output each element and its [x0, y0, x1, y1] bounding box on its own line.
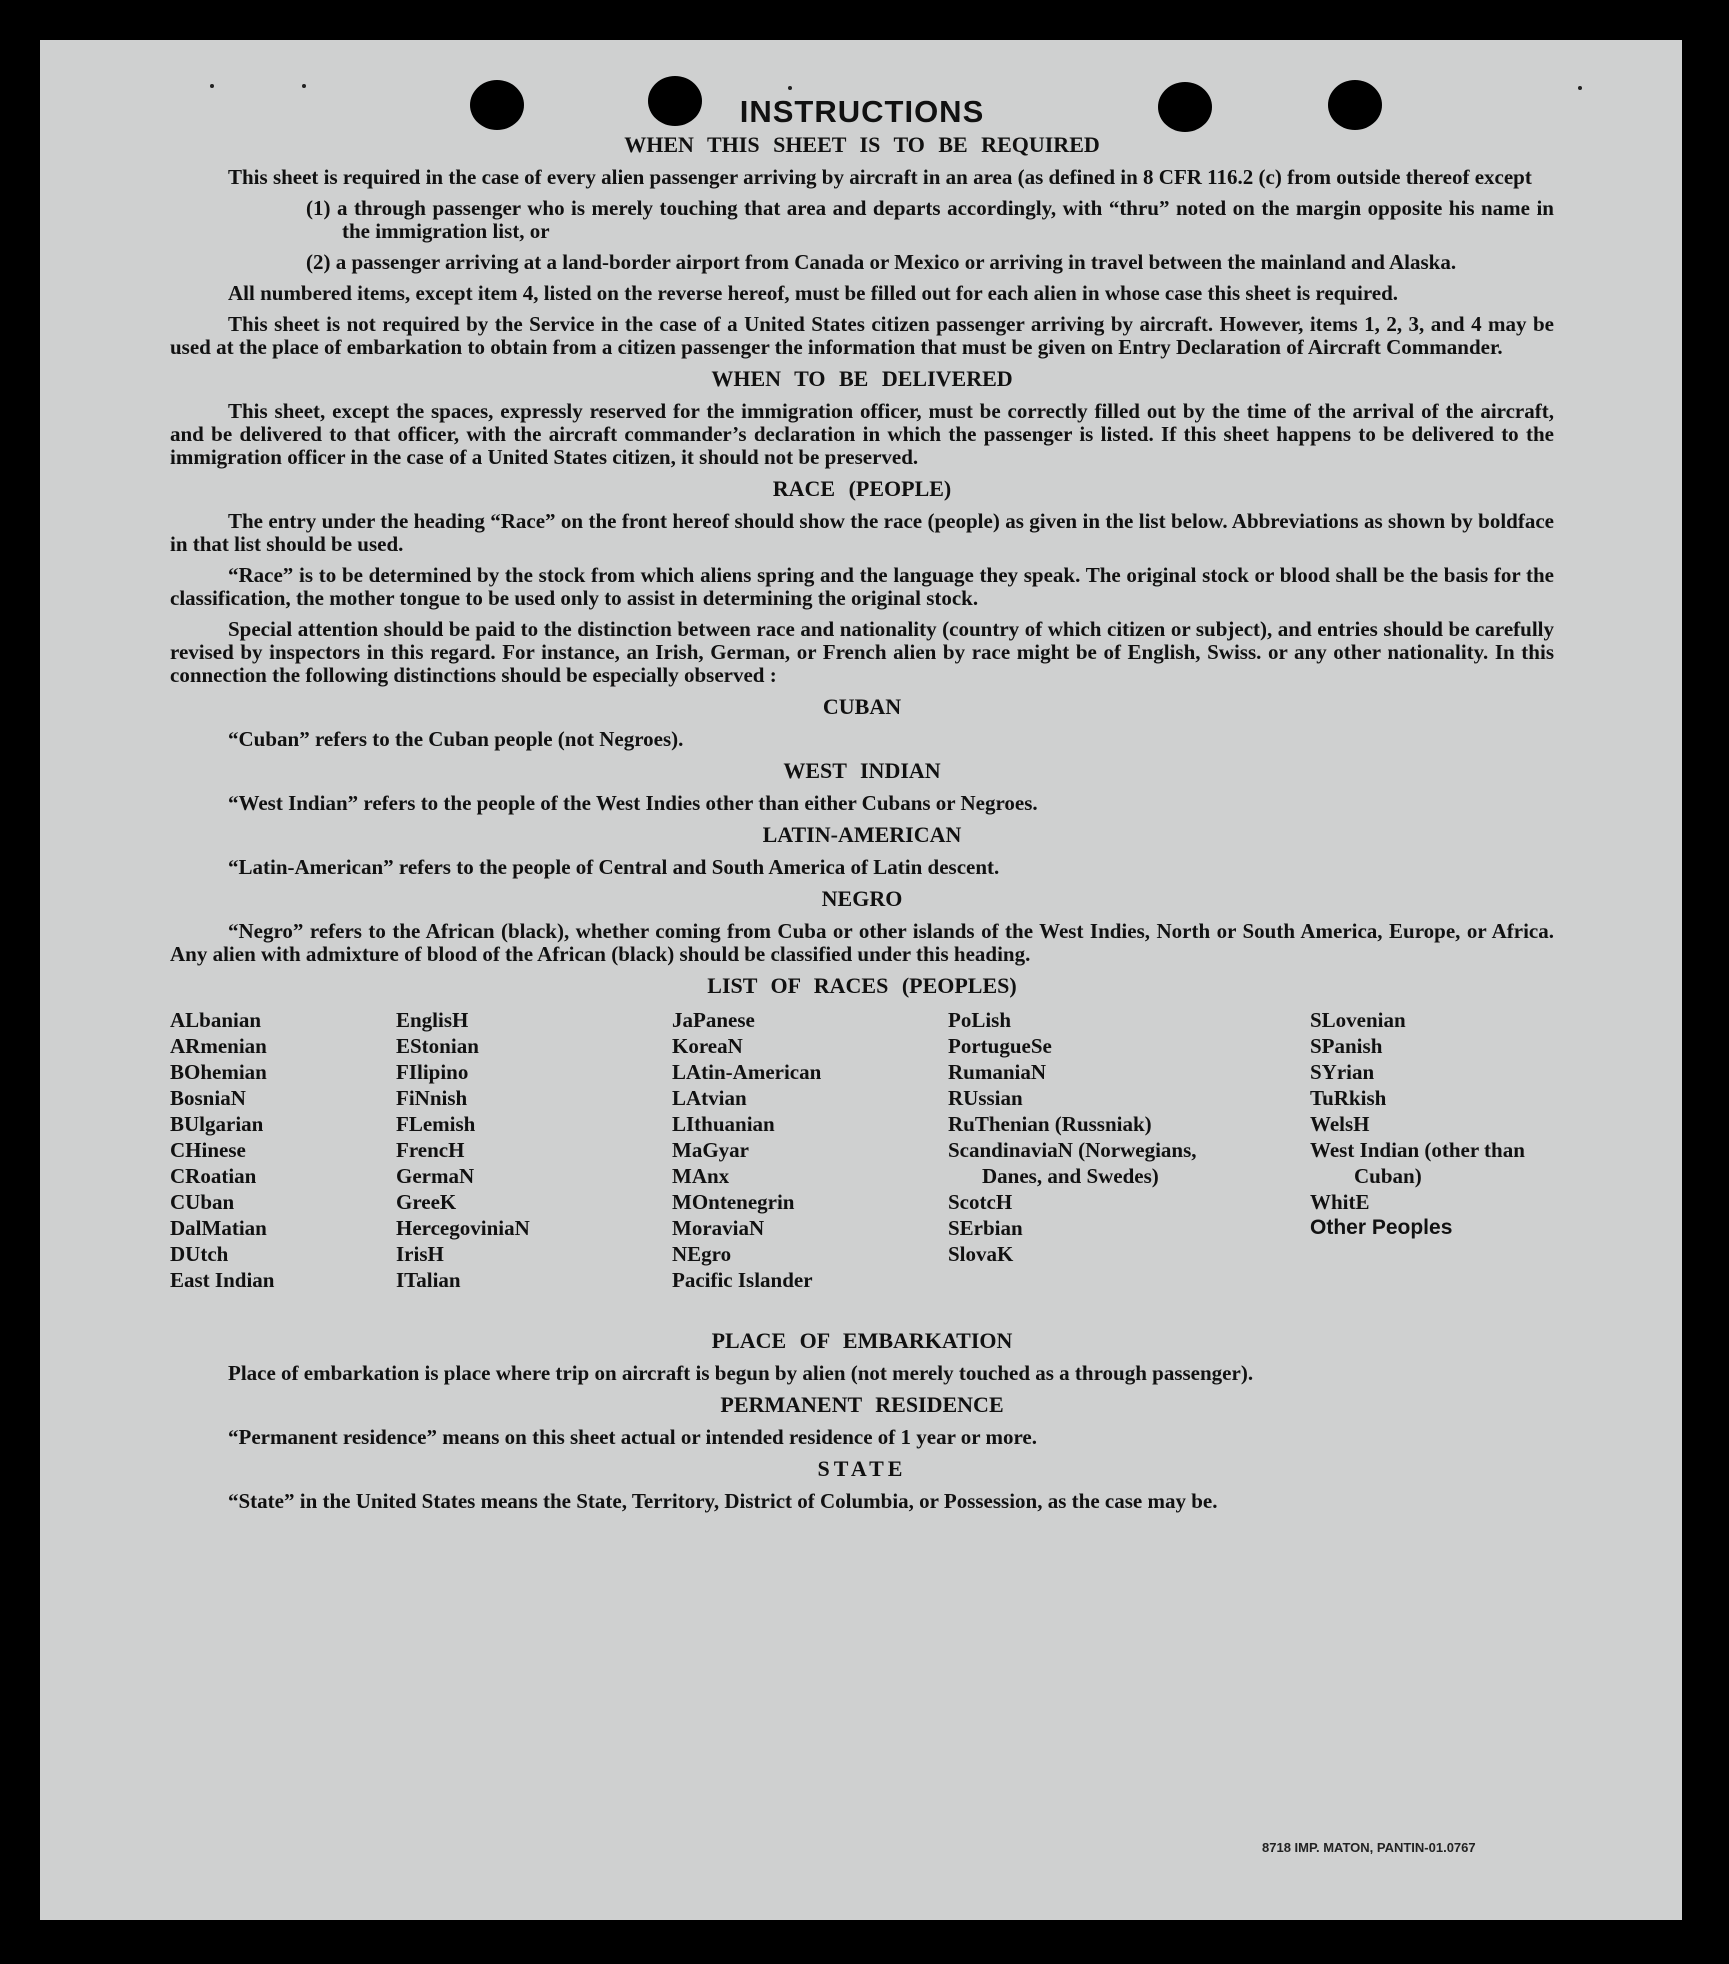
race-entry: RuThenian (Russniak)	[948, 1112, 1152, 1136]
race-entry: CUban	[170, 1190, 235, 1214]
heading-cuban: CUBAN	[822, 694, 902, 719]
heading-race: RACE (PEOPLE)	[772, 476, 952, 501]
race-entry: FIlipino	[396, 1060, 469, 1084]
race-entry: ScotcH	[948, 1190, 1013, 1214]
race-entry: Other Peoples	[1310, 1216, 1453, 1239]
paragraph: This sheet, except the spaces, expressly reserved for the immigration officer, must be correctly filled out by the time of the arrival of the aircraft, and be delivered to that officer, with the aircraft commander’s declaration in which the passenger is listed. If this sheet happens to be delivered to the immigration officer in the case of a United States citizen, it should not be preserved.	[170, 399, 1554, 469]
race-entry: ITalian	[396, 1268, 461, 1292]
paragraph: This sheet is not required by the Service in the case of a United States citizen passenger arriving by aircraft. However, items 1, 2, 3, and 4 may be used at the place of embarkation to obtain from a citizen passenger the information that must be given on Entry Declaration of Aircraft Commander.	[170, 312, 1554, 359]
race-entry: FiNnish	[396, 1086, 468, 1110]
race-entry: LAtvian	[672, 1086, 747, 1110]
race-entry: Pacific Islander	[672, 1268, 813, 1292]
paragraph: “West Indian” refers to the people of the West Indies other than either Cubans or Negroes.	[228, 791, 1038, 815]
race-entry: LIthuanian	[672, 1112, 775, 1136]
race-entry: PortugueSe	[948, 1034, 1052, 1058]
race-entry: FLemish	[396, 1112, 476, 1136]
paragraph: “Negro” refers to the African (black), whether coming from Cuba or other islands of the West Indies, North or South America, Europe, or Africa. Any alien with admixture of blood of the African (black) should be classified under this heading.	[170, 919, 1554, 966]
races-column-1	[170, 1007, 274, 1293]
race-entry: GermaN	[396, 1164, 475, 1188]
list-item: (2) a passenger arriving at a land-border airport from Canada or Mexico or arriving in travel between the mainland and Alaska.	[306, 250, 1457, 274]
race-entry: CHinese	[170, 1138, 246, 1162]
races-column-2	[396, 1007, 530, 1293]
race-entry: JaPanese	[672, 1008, 755, 1032]
races-list	[170, 1007, 1554, 1317]
race-entry: WhitE	[1310, 1190, 1370, 1214]
race-entry: MaGyar	[672, 1138, 749, 1162]
document-sheet	[40, 40, 1682, 1920]
race-entry: SErbian	[948, 1216, 1023, 1240]
race-entry: CRoatian	[170, 1164, 257, 1188]
heading-permanent-residence: PERMANENT RESIDENCE	[720, 1392, 1004, 1417]
paragraph: “State” in the United States means the State, Territory, District of Columbia, or Possession, as the case may be.	[228, 1489, 1218, 1513]
race-entry: GreeK	[396, 1190, 457, 1214]
paragraph: Special attention should be paid to the distinction between race and nationality (country of which citizen or subject), and entries should be carefully revised by inspectors in this regard. For instance, an Irish, German, or French alien by race might be of English, Swiss. or any other nationality. In this connection the following distinctions should be especially observed :	[170, 617, 1554, 687]
race-entry: SYrian	[1310, 1060, 1375, 1084]
race-entry: BosniaN	[170, 1086, 246, 1110]
paragraph: This sheet is required in the case of every alien passenger arriving by aircraft in an area (as defined in 8 CFR 116.2 (c) from outside thereof except	[228, 165, 1532, 189]
paragraph: “Cuban” refers to the Cuban people (not Negroes).	[228, 727, 684, 751]
paragraph: “Permanent residence” means on this sheet actual or intended residence of 1 year or more.	[228, 1425, 1037, 1449]
list-item: (1) a through passenger who is merely touching that area and departs accordingly, with “thru” noted on the margin opposite his name in the immigration list, or	[306, 196, 1554, 243]
race-entry: EnglisH	[396, 1008, 469, 1032]
race-entry: FrencH	[396, 1138, 465, 1162]
race-entry: East Indian	[170, 1268, 275, 1292]
races-column-4	[948, 1007, 1248, 1267]
race-entry: TuRkish	[1310, 1086, 1387, 1110]
races-column-3	[672, 1007, 821, 1293]
race-entry: ScandinaviaN (Norwegians, Danes, and Swedes)	[948, 1138, 1197, 1188]
race-entry: HercegoviniaN	[396, 1216, 530, 1240]
speck	[1578, 86, 1582, 90]
race-entry: WelsH	[1310, 1112, 1370, 1136]
race-entry: LAtin-American	[672, 1060, 822, 1084]
race-entry: KoreaN	[672, 1034, 743, 1058]
heading-west-indian: WEST INDIAN	[783, 758, 941, 783]
heading-when-required: WHEN THIS SHEET IS TO BE REQUIRED	[624, 132, 1100, 157]
speck	[788, 86, 792, 90]
paragraph: The entry under the heading “Race” on the front hereof should show the race (people) as given in the list below. Abbreviations as shown by boldface in that list should be used.	[170, 509, 1554, 556]
race-entry: RumaniaN	[948, 1060, 1047, 1084]
race-entry: NEgro	[672, 1242, 732, 1266]
race-entry: West Indian (other than Cuban)	[1310, 1138, 1525, 1188]
heading-latin-american: LATIN-AMERICAN	[762, 822, 962, 847]
heading-state: STATE	[817, 1456, 907, 1481]
heading-when-delivered: WHEN TO BE DELIVERED	[711, 366, 1013, 391]
race-entry: RUssian	[948, 1086, 1023, 1110]
race-entry: BOhemian	[170, 1060, 267, 1084]
races-column-5	[1310, 1007, 1554, 1241]
speck	[210, 84, 214, 88]
printer-code: 8718 IMP. MATON, PANTIN-01.0767	[1262, 1840, 1476, 1855]
race-entry: EStonian	[396, 1034, 479, 1058]
race-entry: BUlgarian	[170, 1112, 264, 1136]
heading-place-of-embarkation: PLACE OF EMBARKATION	[711, 1328, 1013, 1353]
race-entry: ALbanian	[170, 1008, 262, 1032]
race-entry: MAnx	[672, 1164, 730, 1188]
heading-negro: NEGRO	[821, 886, 903, 911]
race-entry: SLovenian	[1310, 1008, 1406, 1032]
heading-list-of-races: LIST OF RACES (PEOPLES)	[707, 973, 1017, 998]
race-entry: DalMatian	[170, 1216, 267, 1240]
paragraph: “Latin-American” refers to the people of Central and South America of Latin descent.	[228, 855, 1000, 879]
speck	[302, 84, 306, 88]
paragraph: All numbered items, except item 4, listed on the reverse hereof, must be filled out for each alien in whose case this sheet is required.	[228, 281, 1399, 305]
race-entry: DUtch	[170, 1242, 229, 1266]
race-entry: IrisH	[396, 1242, 444, 1266]
race-entry: ARmenian	[170, 1034, 267, 1058]
race-entry: PoLish	[948, 1008, 1012, 1032]
race-entry: MoraviaN	[672, 1216, 765, 1240]
paragraph: “Race” is to be determined by the stock from which aliens spring and the language they speak. The original stock or blood shall be the basis for the classification, the mother tongue to be used only to assist in determining the original stock.	[170, 563, 1554, 610]
instructions-content	[170, 94, 1554, 1521]
paragraph: Place of embarkation is place where trip on aircraft is begun by alien (not merely touched as a through passenger).	[228, 1361, 1254, 1385]
race-entry: SPanish	[1310, 1034, 1383, 1058]
race-entry: SlovaK	[948, 1242, 1014, 1266]
page-title: INSTRUCTIONS	[739, 94, 985, 129]
race-entry: MOntenegrin	[672, 1190, 795, 1214]
